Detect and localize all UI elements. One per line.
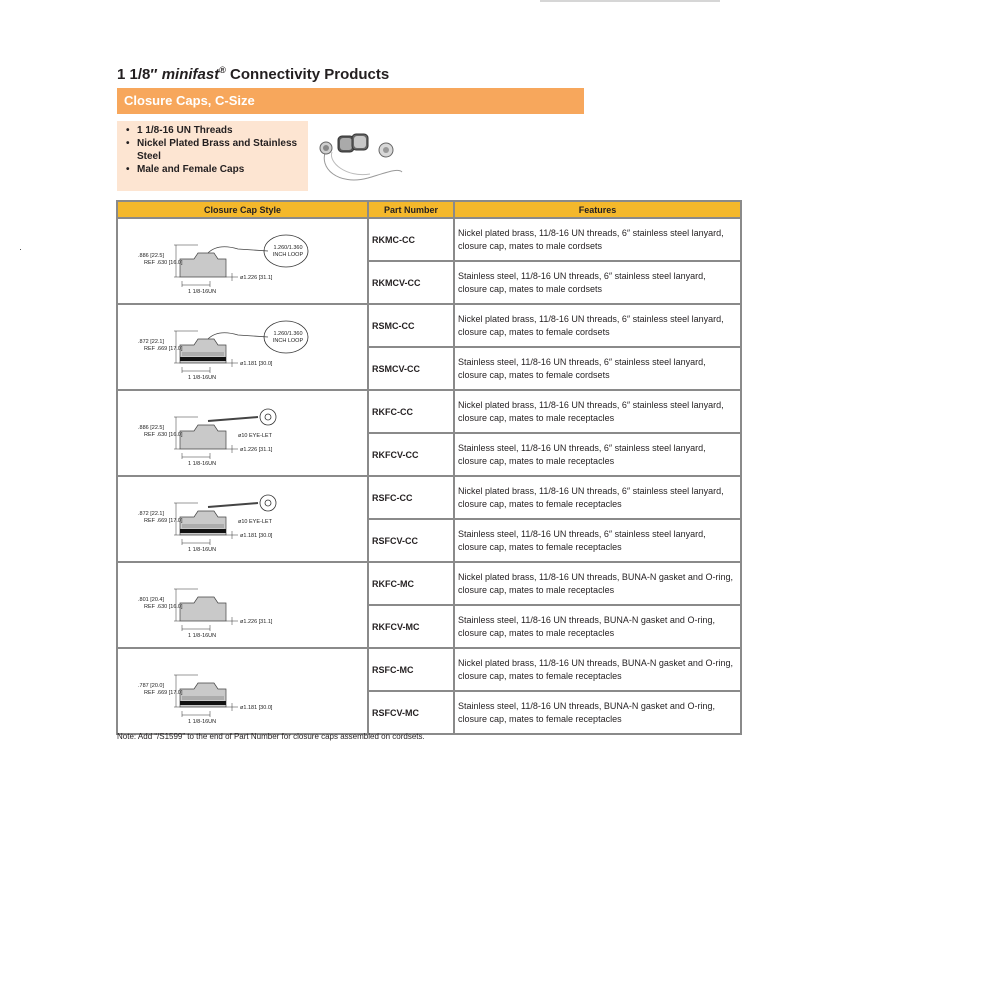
features-box [117, 121, 308, 191]
part-number: RKFC-MC [368, 562, 454, 605]
features-text: Stainless steel, 11/8-16 UN threads, 6″ stainless steel lanyard, closure cap, mates to female cordsets [454, 347, 741, 390]
drawing-label: .872 [22.1] [138, 339, 164, 345]
feature-item: • 1 1/8-16 UN Threads [125, 124, 305, 137]
drawing-label: 1 1/8-16UN [188, 547, 217, 553]
lanyard-cable [208, 417, 258, 421]
drawing-label: REF .669 [17.0] [144, 518, 183, 524]
diameter-leader [226, 617, 238, 625]
drawing-label: 1 1/8-16UN [188, 375, 217, 381]
features-text: Stainless steel, 11/8-16 UN threads, BUNA-N gasket and O-ring, closure cap, mates to male receptacles [454, 605, 741, 648]
diameter-leader [226, 445, 238, 453]
feature-item: • Male and Female Caps [125, 163, 305, 176]
table-row [117, 218, 741, 261]
stray-mark [20, 249, 21, 250]
part-number: RKFCV-CC [368, 433, 454, 476]
part-number: RSFC-MC [368, 648, 454, 691]
features-text: Stainless steel, 11/8-16 UN threads, 6″ stainless steel lanyard, closure cap, mates to female receptacles [454, 519, 741, 562]
drawing-label: .886 [22.5] [138, 253, 164, 259]
table-row [117, 648, 741, 691]
drawing-label: ø1.181 [30.0] [240, 533, 273, 539]
drawing-label: REF .630 [16.0] [144, 260, 183, 266]
drawing-label: 1 1/8-16UN [188, 289, 217, 295]
thread-dimension-line [182, 367, 210, 373]
top-edge-bar [540, 0, 720, 2]
footnote: Note: Add “/S1599” to the end of Part Number for closure caps assembled on cordsets. [117, 732, 425, 741]
features-text: Nickel plated brass, 11/8-16 UN threads, 6″ stainless steel lanyard, closure cap, mates to male cordsets [454, 218, 741, 261]
cap-body [180, 597, 226, 621]
section-banner [117, 88, 584, 114]
drawing-label: 1.260/1.360 [273, 331, 303, 337]
cap-dimension-drawing [118, 479, 365, 559]
drawing-label: REF .630 [16.0] [144, 432, 183, 438]
drawing-label: .787 [20.0] [138, 683, 164, 689]
part-number: RSMC-CC [368, 304, 454, 347]
thread-dimension-line [182, 625, 210, 631]
closure-cap-table [116, 200, 742, 735]
features-text: Nickel plated brass, 11/8-16 UN threads, BUNA-N gasket and O-ring, closure cap, mates to male receptacles [454, 562, 741, 605]
drawing-label: .801 [20.4] [138, 597, 164, 603]
drawing-label: .872 [22.1] [138, 511, 164, 517]
cap-drawing-cell [117, 476, 368, 562]
features-text: Nickel plated brass, 11/8-16 UN threads, 6″ stainless steel lanyard, closure cap, mates to female cordsets [454, 304, 741, 347]
cap-drawing-cell [117, 218, 368, 304]
section-banner-label: Closure Caps, C-Size [124, 93, 255, 108]
part-number: RSFC-CC [368, 476, 454, 519]
diameter-leader [226, 531, 238, 539]
product-photo [318, 128, 406, 188]
header-features: Features [454, 201, 741, 218]
table-row [117, 562, 741, 605]
cap-body [180, 425, 226, 449]
cap-drawing-cell [117, 304, 368, 390]
cap-knurl-band [180, 529, 226, 533]
part-number: RSFCV-CC [368, 519, 454, 562]
lanyard-cable [208, 247, 268, 253]
features-text: Stainless steel, 11/8-16 UN threads, 6″ stainless steel lanyard, closure cap, mates to male receptacles [454, 433, 741, 476]
drawing-label: REF .630 [16.0] [144, 604, 183, 610]
drawing-label: INCH LOOP [272, 252, 304, 258]
cap-drawing-cell [117, 390, 368, 476]
cap-dimension-drawing [118, 307, 365, 387]
eyelet-hole [265, 414, 271, 420]
drawing-label: INCH LOOP [272, 338, 304, 344]
eyelet-hole [265, 500, 271, 506]
features-text: Stainless steel, 11/8-16 UN threads, 6″ stainless steel lanyard, closure cap, mates to male cordsets [454, 261, 741, 304]
diameter-leader [226, 273, 238, 281]
thread-dimension-line [182, 281, 210, 287]
cap-dimension-drawing [118, 565, 365, 645]
drawing-label: 1.260/1.360 [273, 245, 303, 251]
cap-drawing-cell [117, 562, 368, 648]
table-row [117, 476, 741, 519]
features-text: Stainless steel, 11/8-16 UN threads, BUNA-N gasket and O-ring, closure cap, mates to female receptacles [454, 691, 741, 734]
drawing-label: 1 1/8-16UN [188, 461, 217, 467]
cap-dimension-drawing [118, 393, 365, 473]
drawing-label: REF .669 [17.0] [144, 346, 183, 352]
page-title [117, 65, 389, 83]
drawing-label: ø1.181 [30.0] [240, 361, 273, 367]
lanyard-cable [208, 503, 258, 507]
part-number: RKMCV-CC [368, 261, 454, 304]
title-size: 1 1/8″ [117, 66, 158, 83]
drawing-label: ø10 EYE-LET [238, 433, 272, 439]
cap-body [180, 253, 226, 277]
header-style: Closure Cap Style [117, 201, 368, 218]
diameter-leader [226, 359, 238, 367]
feature-list [125, 124, 305, 176]
drawing-label: ø1.226 [31.1] [240, 619, 273, 625]
features-text: Nickel plated brass, 11/8-16 UN threads, BUNA-N gasket and O-ring, closure cap, mates to female receptacles [454, 648, 741, 691]
lanyard-loop [264, 235, 308, 267]
drawing-label: .886 [22.5] [138, 425, 164, 431]
cap-knurl-band [180, 357, 226, 361]
part-number: RSFCV-MC [368, 691, 454, 734]
header-part-number: Part Number [368, 201, 454, 218]
drawing-label: ø1.181 [30.0] [240, 705, 273, 711]
lanyard-loop [264, 321, 308, 353]
part-number: RSMCV-CC [368, 347, 454, 390]
title-suffix: Connectivity Products [225, 66, 390, 83]
cap-dimension-drawing [118, 221, 365, 301]
feature-item: • Nickel Plated Brass and Stainless Steel [125, 137, 305, 163]
drawing-label: 1 1/8-16UN [188, 633, 217, 639]
title-brand: minifast [161, 66, 220, 83]
cap-dimension-drawing [118, 651, 365, 731]
features-text: Nickel plated brass, 11/8-16 UN threads, 6″ stainless steel lanyard, closure cap, mates to female receptacles [454, 476, 741, 519]
drawing-label: ø1.226 [31.1] [240, 275, 273, 281]
part-number: RKMC-CC [368, 218, 454, 261]
table-row [117, 390, 741, 433]
drawing-label: ø10 EYE-LET [238, 519, 272, 525]
lanyard-cable [208, 333, 268, 339]
cap-knurl-band [180, 701, 226, 705]
cap-drawing-cell [117, 648, 368, 734]
part-number: RKFCV-MC [368, 605, 454, 648]
table-header-row [117, 201, 741, 218]
title-registered-mark: ® [219, 65, 226, 75]
table-row [117, 304, 741, 347]
features-text: Nickel plated brass, 11/8-16 UN threads, 6″ stainless steel lanyard, closure cap, mates to male receptacles [454, 390, 741, 433]
drawing-label: REF .669 [17.0] [144, 690, 183, 696]
drawing-label: ø1.226 [31.1] [240, 447, 273, 453]
part-number: RKFC-CC [368, 390, 454, 433]
thread-dimension-line [182, 539, 210, 545]
drawing-label: 1 1/8-16UN [188, 719, 217, 725]
diameter-leader [226, 703, 238, 711]
thread-dimension-line [182, 711, 210, 717]
thread-dimension-line [182, 453, 210, 459]
